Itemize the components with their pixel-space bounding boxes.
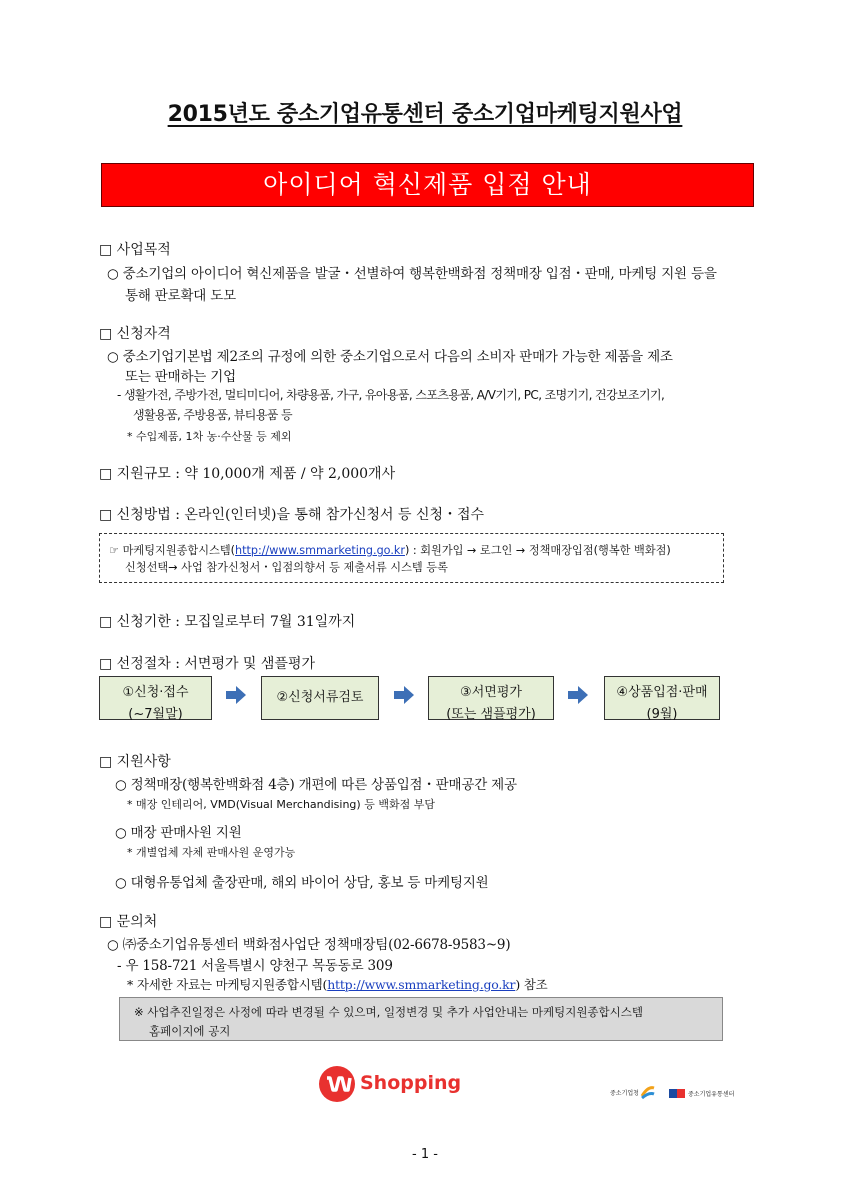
smmarketing-link[interactable]: http://www.smmarketing.go.kr — [327, 977, 516, 992]
step-4-sub: (9월) — [646, 707, 678, 722]
step-1-sub: (~7월말) — [128, 707, 183, 722]
sbdc-logo-text: 중소기업유통센터 — [688, 1091, 735, 1098]
selection-heading: □ 선정절차 : 서면평가 및 샘플평가 — [99, 656, 316, 672]
support-note-1: * 매장 인테리어, VMD(Visual Merchandising) 등 백화점 부담 — [127, 798, 435, 811]
sbdc-logo — [669, 1087, 749, 1103]
contact-line-1: ○ ㈜중소기업유통센터 백화점사업단 정책매장팀(02-6678-9583~9) — [107, 937, 511, 953]
notice-line-1: ※ 사업추진일정은 사정에 따라 변경될 수 있으며, 일정변경 및 추가 사업안내는 마케팅지원종합시스템 — [134, 1005, 643, 1019]
support-item-2: ○ 매장 판매사원 지원 — [115, 825, 242, 841]
arrow-right-icon — [568, 686, 588, 704]
smba-logo-text: 중소기업청 — [610, 1090, 639, 1097]
contact-line-3-pre: * 자세한 자료는 마케팅지원종합시템( — [127, 977, 328, 992]
step-2-label: ②신청서류검토 — [276, 690, 364, 705]
eligibility-line-1: ○ 중소기업기본법 제2조의 규정에 의한 중소기업으로서 다음의 소비자 판매가 가능한 제품을 제조 — [107, 349, 673, 365]
page-number: - 1 - — [412, 1147, 438, 1162]
document-title: 2015년도 중소기업유통센터 중소기업마케팅지원사업 — [167, 102, 683, 127]
purpose-line-2: 통해 판로확대 도모 — [125, 288, 236, 304]
step-1-box — [99, 676, 212, 720]
step-4-box — [604, 676, 720, 720]
step-1-label: ①신청·접수 — [122, 685, 189, 700]
step-2-box — [261, 676, 379, 720]
smba-logo — [610, 1084, 658, 1106]
step-3-label: ③서면평가 — [460, 685, 522, 700]
contact-line-3-post: ) 참조 — [515, 977, 548, 992]
exclusion-note: * 수입제품, 1차 농·수산물 등 제외 — [127, 430, 292, 443]
arrow-right-icon — [226, 686, 246, 704]
step-3-box — [428, 676, 554, 720]
method-box — [99, 533, 724, 583]
purpose-line-1: ○ 중소기업의 아이디어 혁신제품을 발굴・선별하여 행복한백화점 정책매장 입점・판매, 마케팅 지원 등을 — [107, 266, 717, 282]
smmarketing-link[interactable]: http://www.smmarketing.go.kr — [235, 544, 405, 557]
sbdc-logo-icon — [669, 1089, 685, 1098]
step-4-label: ④상품입점·판매 — [616, 685, 708, 700]
support-note-2: * 개별업체 자체 판매사원 운영가능 — [127, 846, 296, 859]
scale-line: □ 지원규모 : 약 10,000개 제품 / 약 2,000개사 — [99, 466, 396, 482]
smba-logo-icon — [640, 1084, 656, 1100]
method-box-line-2: 신청선택→ 사업 참가신청서・입점의향서 등 제출서류 시스템 등록 — [125, 561, 448, 574]
support-item-3: ○ 대형유통업체 출장판매, 해외 바이어 상담, 홍보 등 마케팅지원 — [115, 875, 489, 891]
notice-box — [119, 997, 723, 1041]
support-item-1: ○ 정책매장(행복한백화점 4층) 개편에 따른 상품입점・판매공간 제공 — [115, 777, 517, 793]
method-box-line-1 — [109, 542, 671, 558]
deadline-line: □ 신청기한 : 모집일로부터 7월 31일까지 — [99, 614, 356, 630]
step-3-sub: (또는 샘플평가) — [446, 707, 536, 722]
notice-line-2: 홈페이지에 공지 — [149, 1024, 231, 1038]
eligibility-line-2: 또는 판매하는 기업 — [125, 369, 236, 385]
method-box-pre: ☞ 마케팅지원종합시스템( — [109, 544, 236, 557]
shopping-logo — [318, 1065, 460, 1103]
shopping-logo-text: Shopping — [360, 1072, 462, 1094]
contact-line-3 — [127, 975, 548, 993]
method-heading: □ 신청방법 : 온라인(인터넷)을 통해 참가신청서 등 신청・접수 — [99, 507, 485, 523]
eligible-items-line-2: 생활용품, 주방용품, 뷰티용품 등 — [133, 408, 292, 422]
eligibility-heading: □ 신청자격 — [99, 326, 171, 342]
support-heading: □ 지원사항 — [99, 754, 171, 770]
contact-heading: □ 문의처 — [99, 914, 158, 930]
title-banner: 아이디어 혁신제품 입점 안내 — [101, 163, 754, 207]
arrow-right-icon — [394, 686, 414, 704]
shopping-logo-icon — [318, 1065, 356, 1103]
eligible-items-line-1: - 생활가전, 주방가전, 멀티미디어, 차량용품, 가구, 유아용품, 스포츠용품, A/V기기, PC, 조명기기, 건강보조기기, — [117, 388, 665, 402]
contact-line-2: - 우 158-721 서울특별시 양천구 목동동로 309 — [117, 958, 393, 974]
purpose-heading: □ 사업목적 — [99, 242, 171, 258]
method-box-post: ) : 회원가입 → 로그인 → 정책매장입점(행복한 백화점) — [404, 544, 671, 557]
